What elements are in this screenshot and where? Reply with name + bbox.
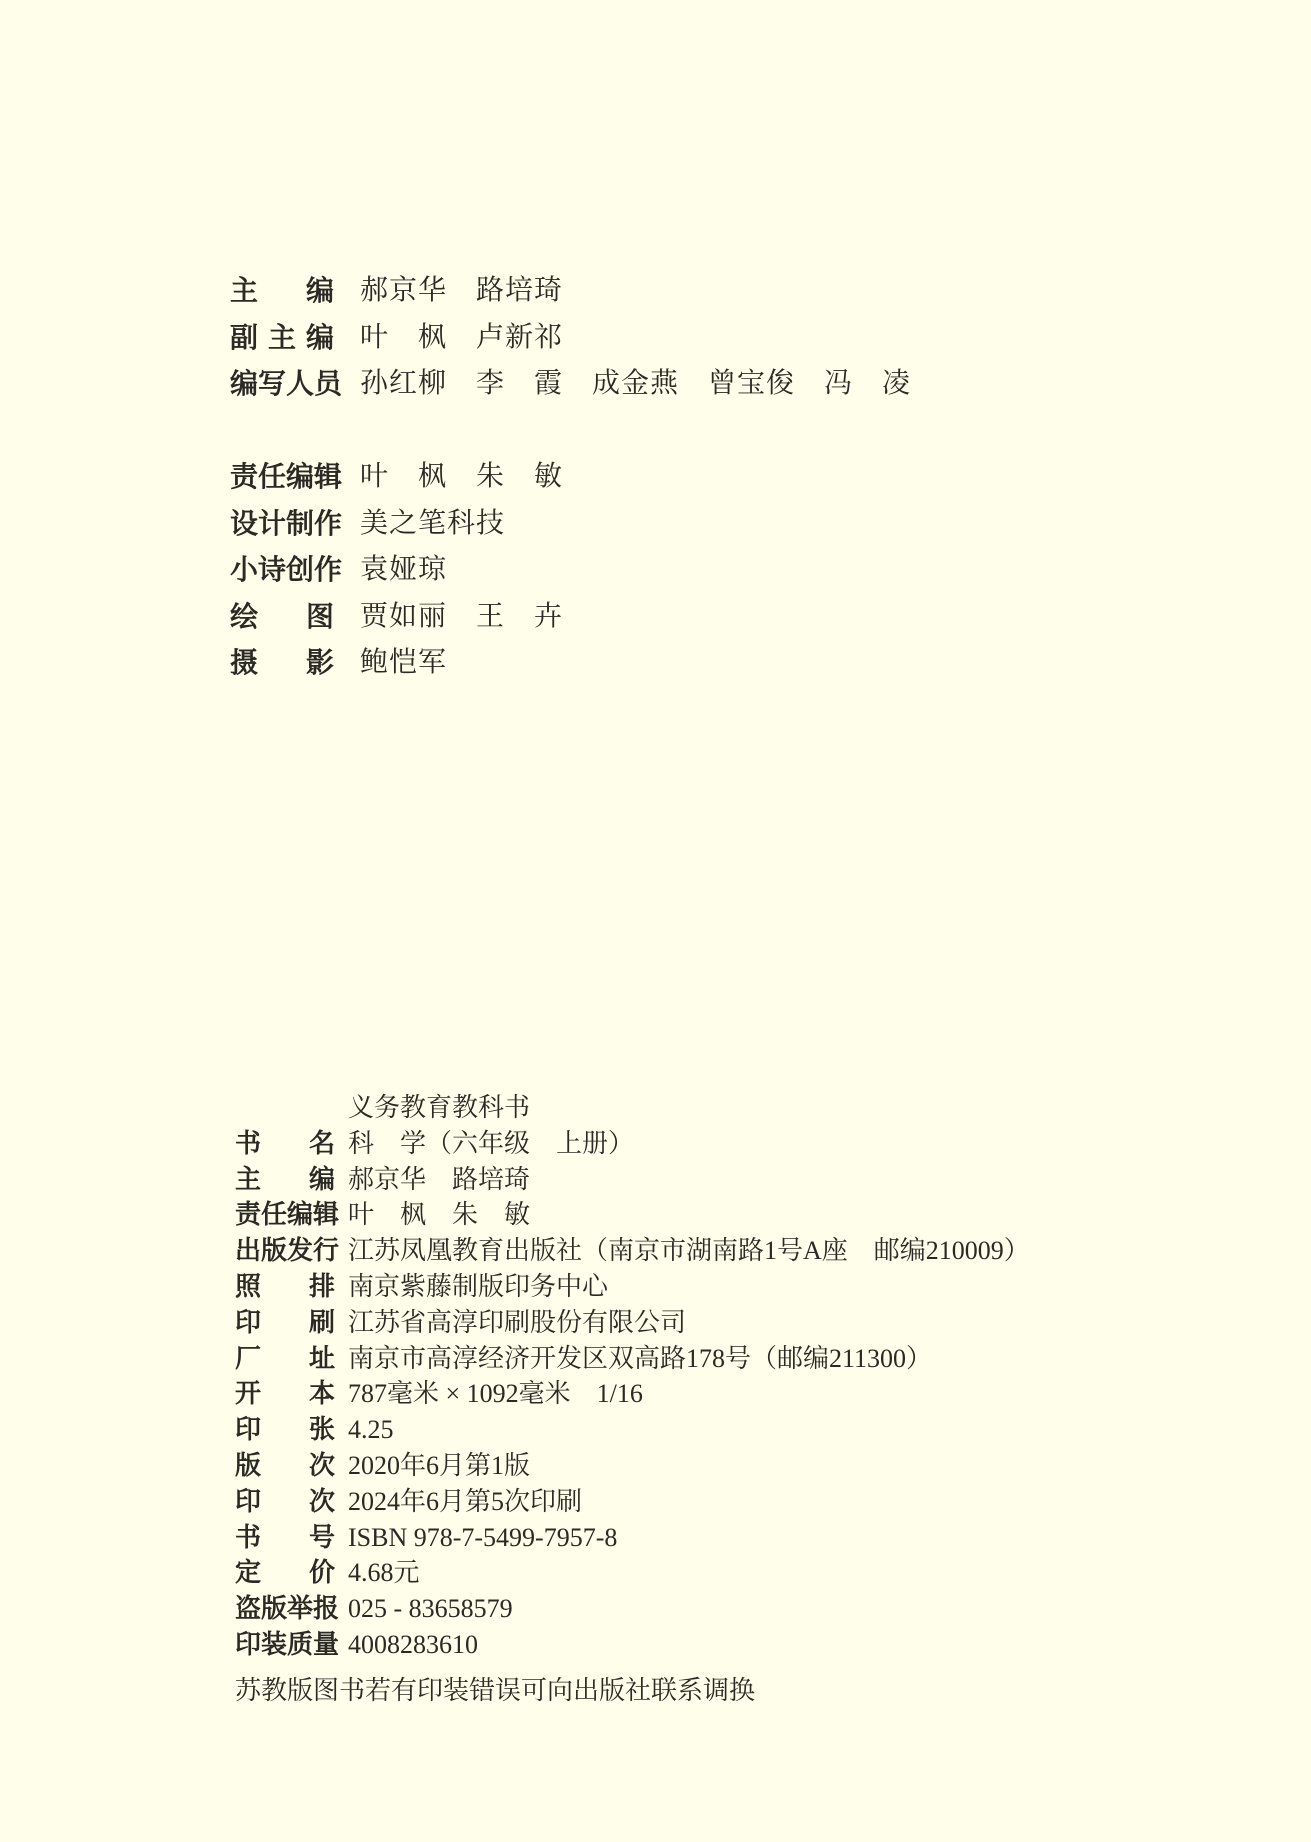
info-row-label: 照排 <box>235 1270 335 1301</box>
info-row <box>235 1591 1030 1627</box>
info-row <box>230 454 911 501</box>
publication-rows <box>235 1126 1030 1663</box>
info-row-label: 副主编 <box>230 321 334 353</box>
info-row-label: 书名 <box>235 1127 335 1158</box>
info-row <box>235 1126 1030 1162</box>
info-row-label: 绘图 <box>230 600 334 632</box>
info-row-label: 印张 <box>235 1414 335 1445</box>
info-row-value: 南京紫藤制版印务中心 <box>348 1271 609 1301</box>
info-row <box>235 1448 1030 1484</box>
info-row-value: 787毫米 × 1092毫米 1/16 <box>348 1379 643 1409</box>
info-row-value: 孙红柳 李 霞 成金燕 曾宝俊 冯 凌 <box>360 368 912 399</box>
info-row <box>235 1233 1030 1269</box>
info-row <box>235 1484 1030 1520</box>
info-row-value: 叶 枫 朱 敏 <box>348 1200 531 1230</box>
info-row-value: 美之笔科技 <box>360 507 506 539</box>
info-row-label: 责任编辑 <box>235 1199 340 1230</box>
info-row-value: 袁娅琼 <box>360 554 448 585</box>
info-row-value: 4.68元 <box>348 1558 420 1588</box>
info-row <box>230 268 911 315</box>
info-row-value: 4008283610 <box>348 1629 478 1659</box>
info-row-value: 2024年6月第5次印刷 <box>348 1486 583 1516</box>
info-row-value: 025 - 83658579 <box>348 1594 513 1624</box>
info-row <box>235 1412 1030 1448</box>
info-row-label: 小诗创作 <box>230 554 343 585</box>
info-row <box>230 547 911 594</box>
editorial-credits-block <box>230 268 911 687</box>
info-row-value: ISBN 978-7-5499-7957-8 <box>348 1522 618 1552</box>
info-row <box>235 1555 1030 1591</box>
info-row <box>235 1162 1030 1198</box>
info-row-label: 书号 <box>235 1521 335 1552</box>
info-row-value: 鲍恺军 <box>360 647 448 678</box>
info-row <box>235 1197 1030 1233</box>
info-row <box>230 640 911 687</box>
info-row-value: 2020年6月第1版 <box>348 1450 531 1480</box>
info-row-value: 江苏省高淳印刷股份有限公司 <box>348 1307 687 1337</box>
info-row-label: 开本 <box>235 1378 335 1409</box>
info-row-value: 郝京华 路培琦 <box>360 275 564 306</box>
info-row-value: 4.25 <box>348 1415 394 1445</box>
info-row-label: 摄影 <box>230 647 334 678</box>
info-row <box>235 1520 1030 1556</box>
info-row-value: 南京市高淳经济开发区双高路178号（邮编211300） <box>348 1343 933 1373</box>
info-row-label: 版次 <box>235 1449 335 1480</box>
info-row-label: 印次 <box>235 1485 335 1516</box>
info-row <box>230 501 911 548</box>
info-row-label: 责任编辑 <box>230 461 343 492</box>
info-row-label: 印装质量 <box>235 1628 340 1659</box>
info-row-label: 印刷 <box>235 1306 335 1337</box>
info-row <box>230 361 911 408</box>
misprint-exchange-notice: 苏教版图书若有印装错误可向出版社联系调换 <box>235 1675 756 1705</box>
info-row <box>235 1627 1030 1663</box>
info-row-label: 出版发行 <box>235 1235 340 1266</box>
info-row <box>230 594 911 641</box>
info-row-label: 主编 <box>235 1163 335 1194</box>
info-row-value: 江苏凤凰教育出版社（南京市湖南路1号A座 邮编210009） <box>348 1236 1030 1266</box>
info-row <box>230 315 911 362</box>
info-row <box>235 1376 1030 1412</box>
info-row-label: 编写人员 <box>230 368 343 399</box>
info-row-label: 设计制作 <box>230 507 343 539</box>
info-row-value: 郝京华 路培琦 <box>348 1164 531 1194</box>
info-row-value: 科 学（六年级 上册） <box>348 1128 635 1158</box>
info-row <box>235 1305 1030 1341</box>
info-row <box>235 1341 1030 1377</box>
info-row-value: 叶 枫 朱 敏 <box>360 461 564 492</box>
publication-info-block <box>235 1090 1030 1709</box>
info-row-label: 定价 <box>235 1557 335 1588</box>
info-row-label: 厂址 <box>235 1342 335 1373</box>
info-row-label: 盗版举报 <box>235 1593 340 1624</box>
series-title: 义务教育教科书 <box>348 1093 531 1122</box>
info-row-value: 贾如丽 王 卉 <box>360 600 564 632</box>
info-row <box>235 1269 1030 1305</box>
info-row-value: 叶 枫 卢新祁 <box>360 321 564 353</box>
info-row-label: 主编 <box>230 275 334 306</box>
